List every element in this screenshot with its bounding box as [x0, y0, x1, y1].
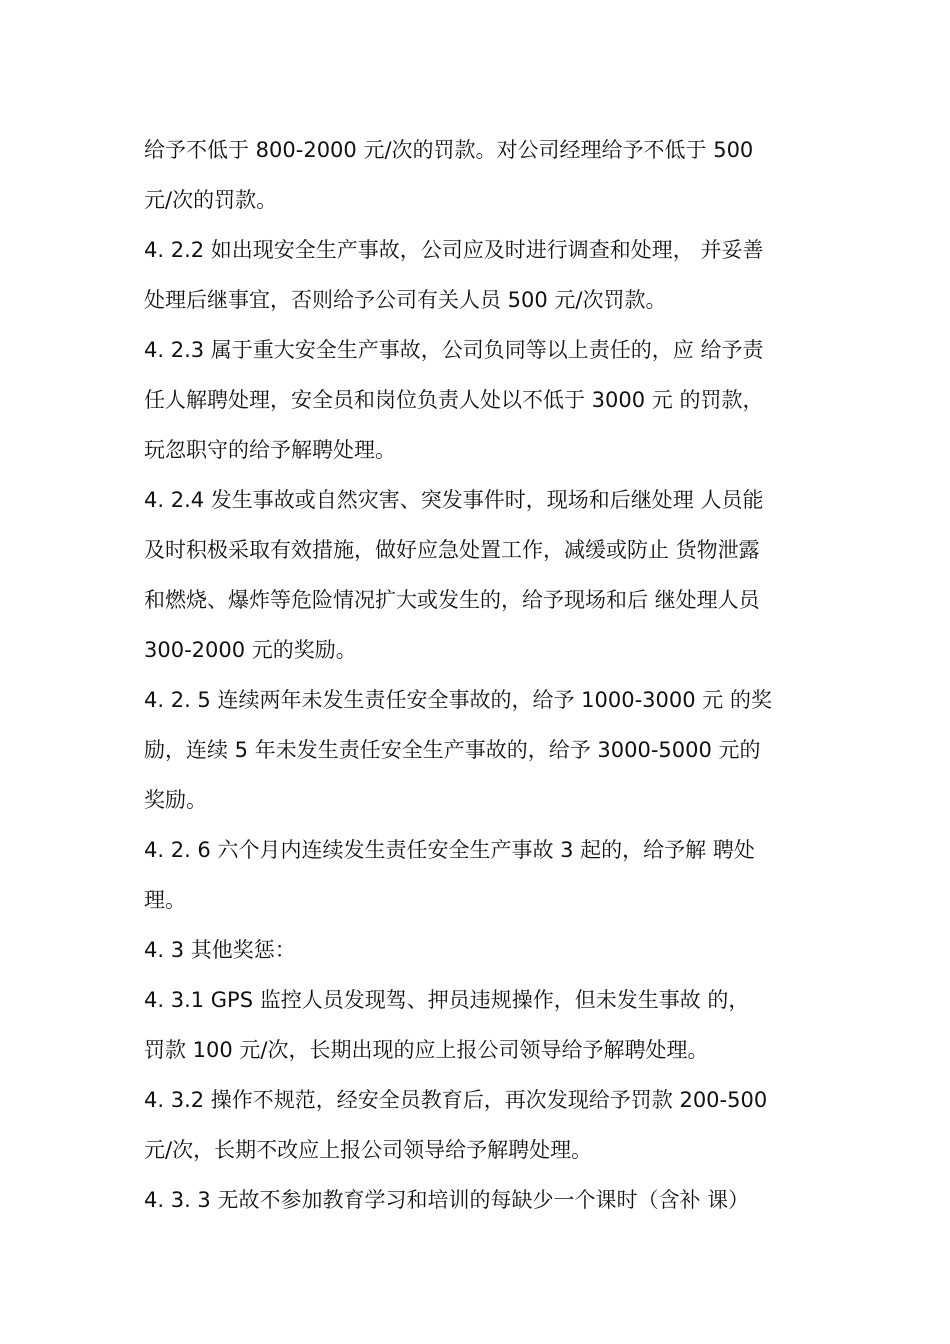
text-line: 处理后继事宜，否则给予公司有关人员 500 元/次罚款。: [144, 288, 667, 312]
text-line: 励，连续 5 年未发生责任安全生产事故的，给予 3000-5000 元的: [144, 738, 761, 762]
text-line: 4. 2.2 如出现安全生产事故，公司应及时进行调查和处理， 并妥善: [144, 238, 764, 262]
text-line: 玩忽职守的给予解聘处理。: [144, 438, 396, 462]
text-line: 和燃烧、爆炸等危险情况扩大或发生的，给予现场和后 继处理人员: [144, 588, 760, 612]
text-line: 任人解聘处理，安全员和岗位负责人处以不低于 3000 元 的罚款，: [144, 388, 764, 412]
text-line: 4. 3.2 操作不规范，经安全员教育后，再次发现给予罚款 200-500: [144, 1088, 768, 1112]
text-line: 4. 3. 3 无故不参加教育学习和培训的每缺少一个课时（含补 课）: [144, 1188, 750, 1212]
text-line: 4. 2.4 发生事故或自然灾害、突发事件时，现场和后继处理 人员能: [144, 488, 764, 512]
text-line: 理。: [144, 888, 186, 912]
text-line: 元/次，长期不改应上报公司领导给予解聘处理。: [144, 1138, 593, 1162]
text-line: 及时积极采取有效措施，做好应急处置工作，减缓或防止 货物泄露: [144, 538, 760, 562]
text-line: 300-2000 元的奖励。: [144, 638, 357, 662]
text-line: 元/次的罚款。: [144, 188, 278, 212]
text-line: 4. 3 其他奖惩：: [144, 938, 296, 962]
text-line: 4. 2. 5 连续两年未发生责任安全事故的，给予 1000-3000 元 的奖: [144, 688, 772, 712]
text-line: 4. 3.1 GPS 监控人员发现驾、押员违规操作，但未发生事故 的，: [144, 988, 750, 1012]
text-line: 奖励。: [144, 788, 207, 812]
text-line: 4. 2.3 属于重大安全生产事故，公司负同等以上责任的，应 给予责: [144, 338, 764, 362]
text-line: 给予不低于 800-2000 元/次的罚款。对公司经理给予不低于 500: [144, 138, 754, 162]
text-line: 4. 2. 6 六个月内连续发生责任安全生产事故 3 起的，给予解 聘处: [144, 838, 755, 862]
document-body: [144, 125, 808, 1225]
text-line: 罚款 100 元/次，长期出现的应上报公司领导给予解聘处理。: [144, 1038, 709, 1062]
